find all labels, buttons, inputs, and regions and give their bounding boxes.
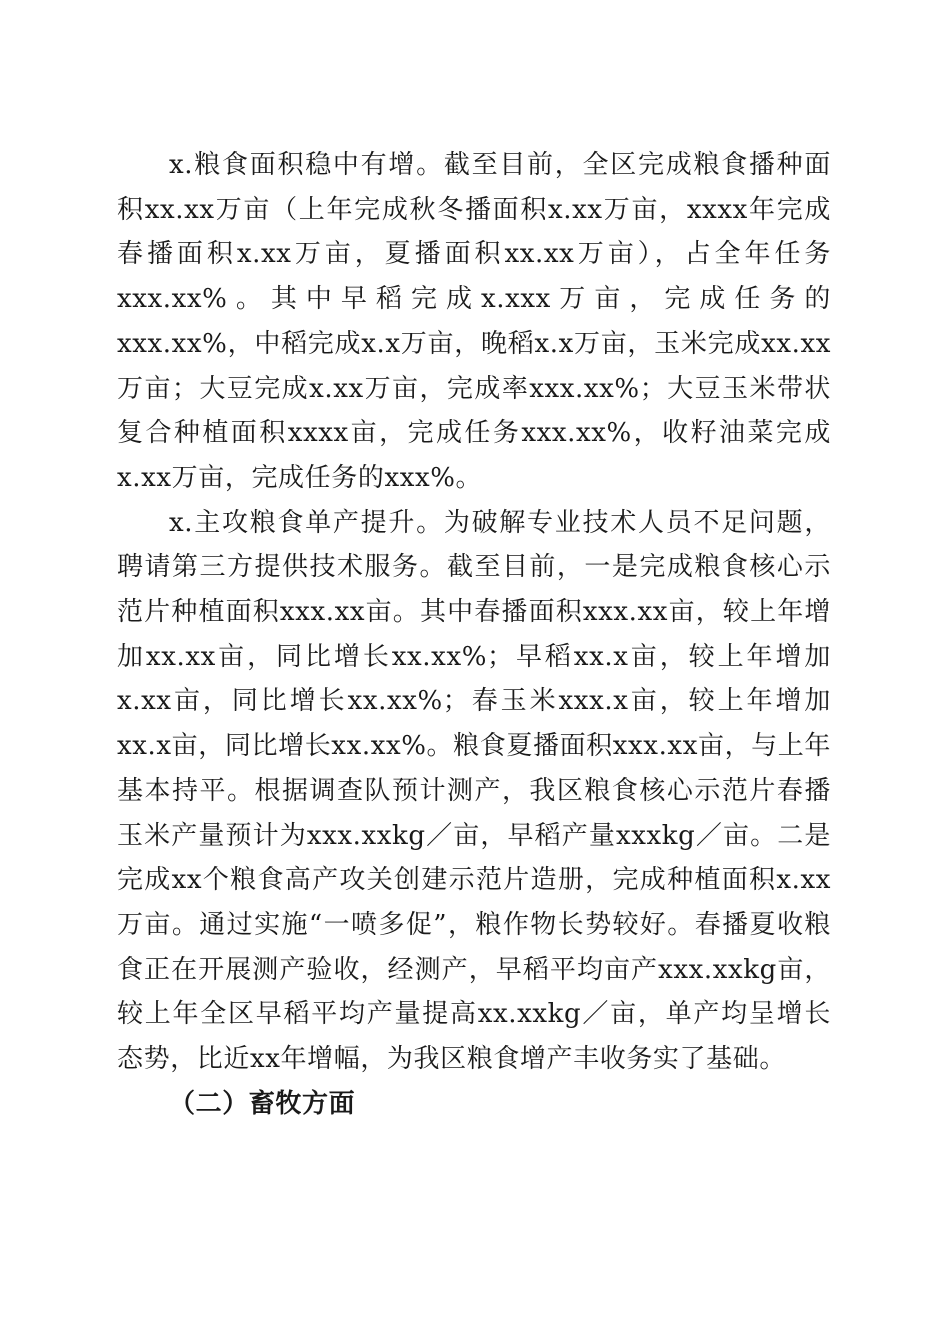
paragraph-grain-yield: x.主攻粮食单产提升。为破解专业技术人员不足问题，聘请第三方提供技术服务。截至目前，一是完成粮食核心示范片种植面积xxx.xx亩。其中春播面积xxx.xx亩，较上年增加xx.xx亩，同比增长xx.xx%；早稻xx.x亩，较上年增加x.xx亩，同比增长xx.xx%；春玉米xxx.x亩，较上年增加xx.x亩，同比增长xx.xx%。粮食夏播面积xxx.xx亩，与上年基本持平。根据调查队预计测产，我区粮食核心示范片春播玉米产量预计为xxx.xxkg／亩，早稻产量xxxkg／亩。二是完成xx个粮食高产攻关创建示范片造册，完成种植面积x.xx万亩。通过实施“一喷多促”，粮作物长势较好。春播夏收粮食正在开展测产验收，经测产，早稻平均亩产xxx.xxkg亩，较上年全区早稻平均产量提高xx.xxkg／亩，单产均呈增长态势，比近xx年增幅，为我区粮食增产丰收务实了基础。 xyxy=(117,507,831,1075)
paragraph-grain-area: x.粮食面积稳中有增。截至目前，全区完成粮食播种面积xx.xx万亩（上年完成秋冬播面积x.xx万亩，xxxx年完成春播面积x.xx万亩，夏播面积xx.xx万亩），占全年任务xxx.xx%。其中早稻完成x.xxx万亩，完成任务的xxx.xx%，中稻完成x.x万亩，晚稻x.x万亩，玉米完成xx.xx万亩；大豆完成x.xx万亩，完成率xxx.xx%；大豆玉米带状复合种植面积xxxx亩，完成任务xxx.xx%，收籽油菜完成x.xx万亩，完成任务的xxx%。 xyxy=(117,150,831,493)
section-heading-livestock: （二）畜牧方面 xyxy=(169,1088,356,1119)
document-page xyxy=(117,143,831,1126)
